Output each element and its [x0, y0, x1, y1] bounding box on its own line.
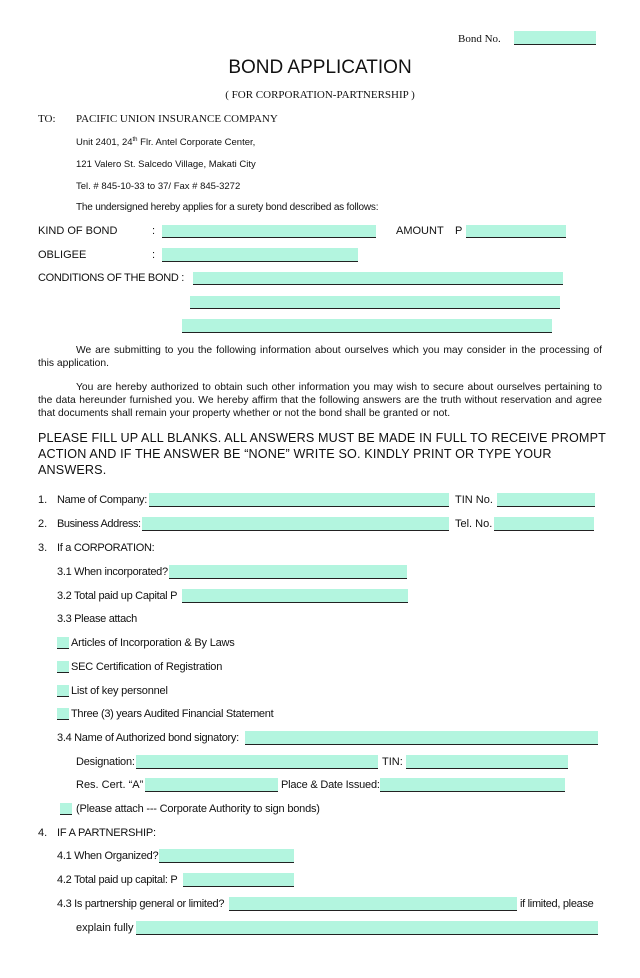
- amount-label: AMOUNT: [396, 225, 444, 237]
- designation-label: Designation:: [76, 756, 135, 768]
- item-number-3: 3.: [38, 542, 48, 554]
- partnership-type-label: 4.3 Is partnership general or limited?: [57, 898, 225, 910]
- business-address-field[interactable]: [142, 517, 449, 531]
- corporate-authority-label: (Please attach --- Corporate Authority to sign bonds): [76, 803, 320, 815]
- address-line-2: 121 Valero St. Salcedo Village, Makati City: [76, 159, 256, 170]
- key-personnel-checkbox[interactable]: [57, 685, 69, 697]
- kind-of-bond-field[interactable]: [162, 225, 376, 238]
- phone-fax: Tel. # 845-10-33 to 37/ Fax # 845-3272: [76, 181, 241, 192]
- tin-field[interactable]: [406, 755, 568, 769]
- conditions-label: CONDITIONS OF THE BOND :: [38, 272, 184, 284]
- place-date-issued-field[interactable]: [380, 778, 565, 792]
- obligee-label: OBLIGEE: [38, 249, 87, 261]
- corporate-authority-checkbox[interactable]: [60, 803, 72, 815]
- articles-checkbox[interactable]: [57, 637, 69, 649]
- when-organized-field[interactable]: [159, 849, 294, 863]
- financial-statement-checkbox[interactable]: [57, 708, 69, 720]
- company-name-label: Name of Company:: [57, 494, 147, 506]
- item-number-1: 1.: [38, 494, 48, 506]
- amount-prefix: P: [455, 225, 463, 237]
- designation-field[interactable]: [136, 755, 378, 769]
- colon: :: [152, 249, 156, 261]
- res-cert-field[interactable]: [145, 778, 278, 792]
- company-name: PACIFIC UNION INSURANCE COMPANY: [76, 113, 278, 125]
- corporation-heading: If a CORPORATION:: [57, 542, 155, 554]
- kind-of-bond-label: KIND OF BOND: [38, 225, 118, 237]
- tel-no-field[interactable]: [494, 517, 594, 531]
- if-limited-label: if limited, please: [520, 898, 594, 910]
- tin-no-field[interactable]: [497, 493, 595, 507]
- res-cert-label: Res. Cert. “A”: [76, 779, 144, 791]
- partnership-capital-field[interactable]: [183, 873, 294, 887]
- tel-no-label: Tel. No.: [455, 518, 493, 530]
- when-organized-label: 4.1 When Organized?: [57, 850, 159, 862]
- colon: :: [152, 225, 156, 237]
- paid-up-capital-label: 3.2 Total paid up Capital P: [57, 590, 178, 602]
- bond-no-field[interactable]: [514, 31, 596, 45]
- paragraph-submission: We are submitting to you the following information about ourselves which you may consider in the processing of this application.: [38, 345, 602, 369]
- amount-field[interactable]: [466, 225, 566, 238]
- tin-no-label: TIN No.: [455, 494, 493, 506]
- paragraph-authorization: You are hereby authorized to obtain such other information you may wish to secure about ourselves pertaining to the data hereunder furnished you. We hereby affirm that the following answers are the truth without reservation and agree that documents shall remain your property whether or not the bond shall be granted or not.: [38, 382, 602, 419]
- obligee-field[interactable]: [162, 248, 358, 262]
- when-incorporated-field[interactable]: [169, 565, 407, 579]
- financial-statement-label: Three (3) years Audited Financial Statement: [71, 708, 274, 720]
- bond-signatory-label: 3.4 Name of Authorized bond signatory:: [57, 732, 239, 744]
- conditions-field-3[interactable]: [182, 319, 552, 333]
- conditions-field-2[interactable]: [190, 296, 560, 309]
- item-number-4: 4.: [38, 827, 48, 839]
- sec-certification-checkbox[interactable]: [57, 661, 69, 673]
- key-personnel-label: List of key personnel: [71, 685, 168, 697]
- page-subtitle: ( FOR CORPORATION-PARTNERSHIP ): [225, 89, 415, 101]
- item-number-2: 2.: [38, 518, 48, 530]
- intro-text: The undersigned hereby applies for a surety bond described as follows:: [76, 202, 379, 213]
- page-title: BOND APPLICATION: [228, 57, 412, 78]
- business-address-label: Business Address:: [57, 518, 141, 530]
- notice-text: PLEASE FILL UP ALL BLANKS. ALL ANSWERS MUST BE MADE IN FULL TO RECEIVE PROMPT ACTION AND IF THE ANSWER BE “NONE” WRITE SO. KINDLY PRINT OR TYPE YOUR ANSWERS.: [38, 431, 606, 477]
- explain-fully-label: explain fully: [76, 922, 134, 934]
- bond-signatory-field[interactable]: [245, 731, 598, 745]
- paid-up-capital-field[interactable]: [182, 589, 408, 603]
- partnership-heading: IF A PARTNERSHIP:: [57, 827, 156, 839]
- partnership-type-field[interactable]: [229, 897, 517, 911]
- conditions-field-1[interactable]: [193, 272, 563, 285]
- explain-fully-field[interactable]: [136, 921, 598, 935]
- bond-no-label: Bond No.: [458, 33, 501, 45]
- company-name-field[interactable]: [149, 493, 449, 507]
- address-line-1: Unit 2401, 24th Flr. Antel Corporate Center,: [76, 137, 256, 149]
- partnership-capital-label: 4.2 Total paid up capital: P: [57, 874, 178, 886]
- please-attach-label: 3.3 Please attach: [57, 613, 137, 625]
- to-label: TO:: [38, 113, 56, 125]
- sec-certification-label: SEC Certification of Registration: [71, 661, 223, 673]
- tin-label: TIN:: [382, 756, 403, 768]
- articles-label: Articles of Incorporation & By Laws: [71, 637, 235, 649]
- when-incorporated-label: 3.1 When incorporated?: [57, 566, 168, 578]
- place-date-issued-label: Place & Date Issued:: [281, 779, 380, 791]
